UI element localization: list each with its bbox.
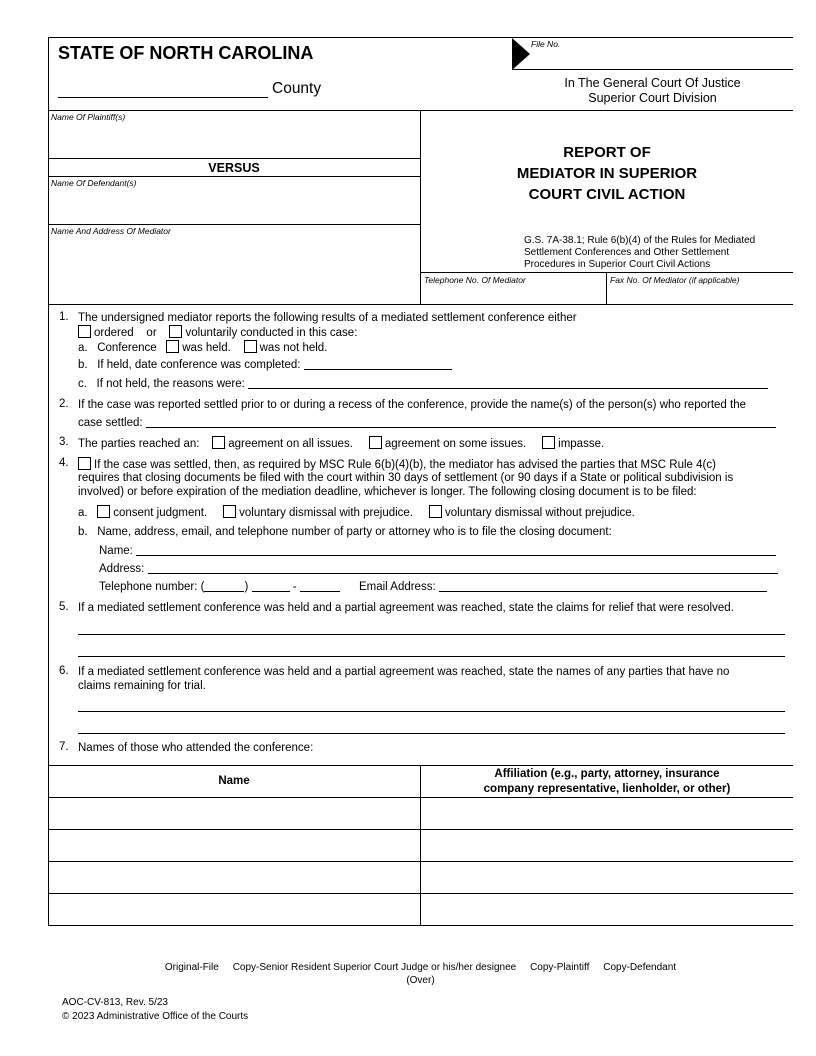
- all-issues-checkbox[interactable]: [212, 436, 225, 449]
- item-7-number: 7.: [59, 741, 69, 753]
- was-held-checkbox[interactable]: [166, 340, 179, 353]
- consent-judgment-label: consent judgment.: [113, 507, 208, 519]
- was-not-held-label: was not held.: [259, 342, 328, 354]
- closing-name-row: [99, 544, 776, 558]
- item-3-number: 3.: [59, 436, 69, 448]
- dismissal-with-prejudice-checkbox[interactable]: [223, 505, 236, 518]
- closing-address-field[interactable]: [148, 562, 778, 574]
- closing-name-field[interactable]: [136, 544, 776, 556]
- table-header-affiliation-2: company representative, lienholder, or other): [483, 783, 731, 795]
- over-label: (Over): [406, 975, 435, 986]
- item-6-number: 6.: [59, 665, 69, 677]
- attendee-row-4-affiliation[interactable]: [421, 894, 793, 925]
- item-6-line-1: If a mediated settlement conference was held and a partial agreement was reached, state the names of any parties that have no: [78, 666, 730, 678]
- reasons-field[interactable]: [248, 377, 768, 389]
- item-4-line-2: requires that closing documents be filed with the court within 30 days of settlement (or 90 days if a State or political subdivision is: [78, 472, 734, 484]
- fax-field[interactable]: [607, 285, 793, 304]
- item-1-text: The undersigned mediator reports the following results of a mediated settlement conference either: [78, 312, 577, 324]
- item-1b-label: b.: [78, 359, 88, 371]
- impasse-checkbox[interactable]: [542, 436, 555, 449]
- statute-line-3: Procedures in Superior Court Civil Actions: [524, 259, 711, 270]
- settled-advised-checkbox[interactable]: [78, 457, 91, 470]
- item-1c: [78, 377, 768, 391]
- item-1a: [78, 340, 327, 355]
- item-4b-label: b.: [78, 526, 88, 538]
- item-4-number: 4.: [59, 457, 69, 469]
- item-4b-text: Name, address, email, and telephone number of party or attorney who is to file the closing document:: [97, 526, 612, 538]
- mediator-field[interactable]: [49, 236, 420, 304]
- item-1-options: [78, 325, 357, 340]
- case-settled-field[interactable]: [146, 416, 776, 428]
- phone-label: Telephone number: (: [99, 581, 205, 593]
- attendee-row-2-name[interactable]: [49, 830, 420, 861]
- versus-line: [48, 176, 420, 177]
- court-line-2: Superior Court Division: [588, 91, 717, 105]
- item-1-number: 1.: [59, 311, 69, 323]
- defendant-label: Name Of Defendant(s): [51, 178, 137, 188]
- some-issues-label: agreement on some issues.: [384, 438, 527, 450]
- email-label: Email Address:: [358, 581, 436, 593]
- telephone-label: Telephone No. Of Mediator: [424, 275, 526, 285]
- court-line-1: In The General Court Of Justice: [564, 76, 741, 90]
- date-completed-label: If held, date conference was completed:: [97, 359, 301, 371]
- item-4-text-1: If the case was settled, then, as required by MSC Rule 6(b)(4)(b), the mediator has advised the parties that MSC Rule 4(c): [94, 459, 716, 471]
- plaintiff-line: [48, 158, 420, 159]
- item-5-answer-line-1[interactable]: [78, 634, 785, 635]
- voluntary-checkbox[interactable]: [169, 325, 182, 338]
- top-border: [48, 37, 793, 38]
- file-no-label: File No.: [531, 39, 561, 49]
- impasse-label: impasse.: [558, 438, 605, 450]
- closing-phone-row: [99, 580, 767, 594]
- item-5-number: 5.: [59, 601, 69, 613]
- item-1c-label: c.: [78, 378, 87, 390]
- copyright: © 2023 Administrative Office of the Courts: [62, 1011, 249, 1022]
- plaintiff-field[interactable]: [49, 122, 420, 158]
- closing-name-label: Name:: [99, 545, 133, 557]
- telephone-field[interactable]: [421, 285, 606, 304]
- attendee-row-3-affiliation[interactable]: [421, 862, 793, 893]
- item-4b: [78, 525, 612, 539]
- attendee-row-4-name[interactable]: [49, 894, 420, 925]
- defendant-field[interactable]: [49, 188, 420, 224]
- item-4a: [78, 505, 635, 520]
- was-not-held-checkbox[interactable]: [244, 340, 257, 353]
- county-field[interactable]: [58, 80, 268, 98]
- item-7-text: Names of those who attended the conference:: [78, 742, 314, 754]
- item-2-line-1: If the case was reported settled prior to or during a recess of the conference, provide the name(s) of the person(s) who reported the: [78, 399, 746, 411]
- item-6-answer-line-1[interactable]: [78, 711, 785, 712]
- consent-judgment-checkbox[interactable]: [97, 505, 110, 518]
- case-settled-label: case settled:: [78, 417, 143, 429]
- closing-address-row: [99, 562, 778, 576]
- table-header-affiliation-1: Affiliation (e.g., party, attorney, insurance: [494, 768, 720, 780]
- item-1a-label: a.: [78, 342, 88, 354]
- table-header-name: Name: [218, 775, 250, 787]
- file-no-field[interactable]: [512, 40, 793, 70]
- attendee-row-3-name[interactable]: [49, 862, 420, 893]
- parties-reached-label: The parties reached an:: [78, 438, 200, 450]
- item-4-line-1: [78, 457, 716, 472]
- item-2-number: 2.: [59, 398, 69, 410]
- or-label: or: [146, 327, 157, 339]
- closing-address-label: Address:: [99, 563, 145, 575]
- distribution-line: Original-File Copy-Senior Resident Superior Court Judge or his/her designee Copy-Plaintiff Copy-Defendant: [164, 962, 677, 973]
- conference-label: Conference: [97, 342, 157, 354]
- attendee-row-1-affiliation[interactable]: [421, 798, 793, 829]
- state-title: STATE OF NORTH CAROLINA: [58, 43, 314, 63]
- form-title-2: MEDIATOR IN SUPERIOR: [516, 165, 698, 182]
- item-5-text: If a mediated settlement conference was held and a partial agreement was reached, state the claims for relief that were resolved.: [78, 602, 734, 614]
- dismissal-without-prejudice-checkbox[interactable]: [429, 505, 442, 518]
- email-field[interactable]: [439, 580, 767, 592]
- item-3-line: [78, 436, 604, 451]
- attendee-row-1-name[interactable]: [49, 798, 420, 829]
- item-1b: [78, 358, 452, 372]
- was-held-label: was held.: [182, 342, 231, 354]
- item-5-answer-line-2[interactable]: [78, 656, 785, 657]
- reasons-label: If not held, the reasons were:: [96, 378, 245, 390]
- date-completed-field[interactable]: [304, 358, 452, 370]
- ordered-checkbox[interactable]: [78, 325, 91, 338]
- parties-bottom-line: [48, 304, 793, 305]
- item-4a-label: a.: [78, 507, 88, 519]
- form-number: AOC-CV-813, Rev. 5/23: [62, 997, 168, 1008]
- phone-paren: ): [244, 581, 249, 593]
- mediator-label: Name And Address Of Mediator: [51, 226, 171, 236]
- item-2-line-2: [78, 416, 776, 430]
- ordered-label: ordered: [94, 327, 134, 339]
- all-issues-label: agreement on all issues.: [228, 438, 353, 450]
- county-label: County: [272, 80, 322, 97]
- form-title-3: COURT CIVIL ACTION: [528, 186, 686, 203]
- parties-vertical-divider: [420, 110, 421, 304]
- versus-label: VERSUS: [208, 161, 260, 175]
- statute-line-2: Settlement Conferences and Other Settlement: [524, 247, 730, 258]
- plaintiff-label: Name Of Plaintiff(s): [51, 112, 126, 122]
- dismissal-without-prejudice-label: voluntary dismissal without prejudice.: [445, 507, 635, 519]
- item-6-line-2: claims remaining for trial.: [78, 680, 206, 692]
- area-code-field[interactable]: [204, 580, 244, 592]
- phone-dash: -: [292, 581, 297, 593]
- attendee-row-2-affiliation[interactable]: [421, 830, 793, 861]
- phone-suffix-field[interactable]: [300, 580, 340, 592]
- fax-label: Fax No. Of Mediator (if applicable): [610, 275, 740, 285]
- phone-prefix-field[interactable]: [252, 580, 290, 592]
- dismissal-with-prejudice-label: voluntary dismissal with prejudice.: [239, 507, 414, 519]
- table-bottom-line: [48, 925, 793, 926]
- defendant-line: [48, 224, 420, 225]
- item-4-line-3: involved) or before expiration of the mediation deadline, whichever is longer. The following closing document is to be filed:: [78, 486, 697, 498]
- some-issues-checkbox[interactable]: [369, 436, 382, 449]
- form-title-1: REPORT OF: [563, 144, 651, 161]
- statute-line-1: G.S. 7A-38.1; Rule 6(b)(4) of the Rules for Mediated: [524, 235, 756, 246]
- item-6-answer-line-2[interactable]: [78, 733, 785, 734]
- voluntary-label: voluntarily conducted in this case:: [185, 327, 358, 339]
